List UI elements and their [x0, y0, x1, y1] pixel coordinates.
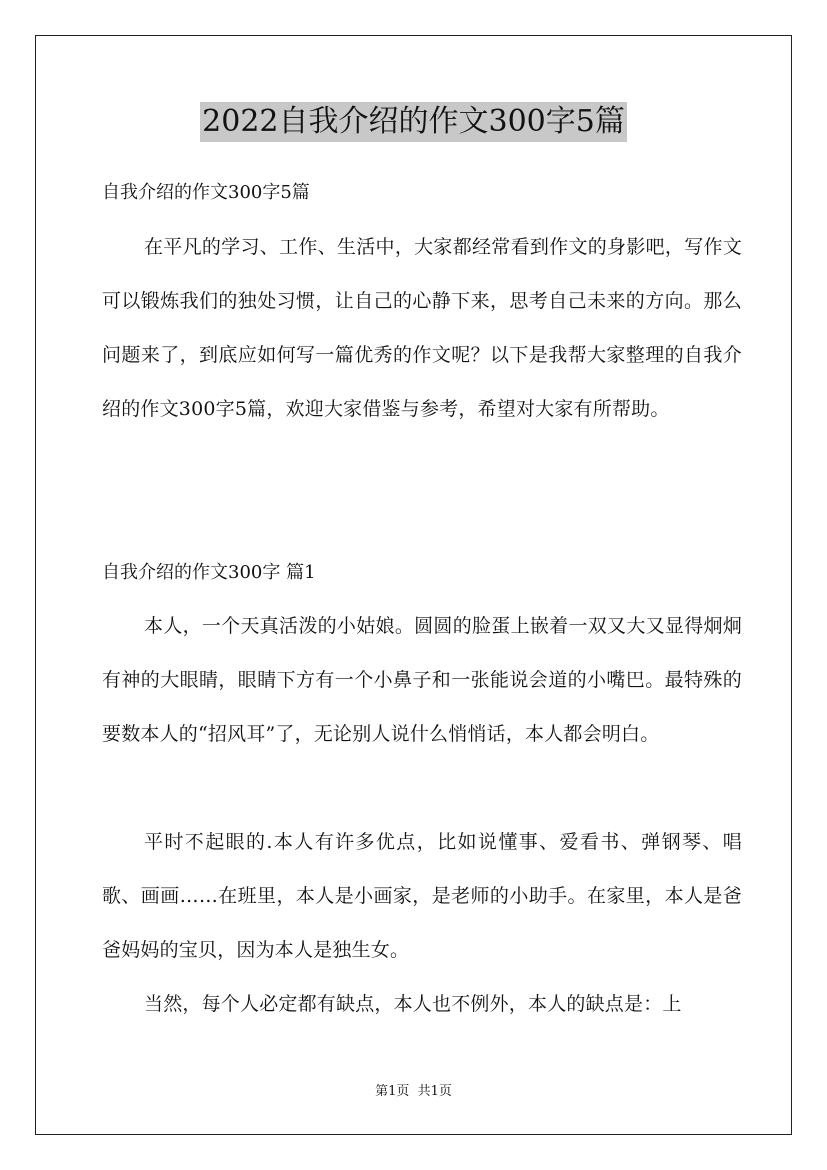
body-paragraph-3: 当然，每个人必定都有缺点，本人也不例外，本人的缺点是：上 — [144, 993, 682, 1015]
document-title: 2022自我介绍的作文300字5篇 — [200, 102, 627, 142]
title-container — [0, 102, 827, 142]
section-heading: 自我介绍的作文300字 篇1 — [102, 562, 316, 583]
body-paragraph-1: 本人，一个天真活泼的小姑娘。圆圆的脸蛋上嵌着一双又大又显得炯炯有神的大眼睛，眼睛下方有一个小鼻子和一张能说会道的小嘴巴。最特殊的要数本人的“招风耳”了，无论别人说什么悄悄话，本人都会明白。 — [102, 615, 742, 745]
body-paragraph-2: 平时不起眼的.本人有许多优点，比如说懂事、爱看书、弹钢琴、唱歌、画画……在班里，本人是小画家，是老师的小助手。在家里，本人是爸爸妈妈的宝贝，因为本人是独生女。 — [102, 831, 742, 961]
intro-paragraph: 在平凡的学习、工作、生活中，大家都经常看到作文的身影吧，写作文可以锻炼我们的独处习惯，让自己的心静下来，思考自己未来的方向。那么问题来了，到底应如何写一篇优秀的作文呢？以下是我帮大家整理的自我介绍的作文300字5篇，欢迎大家借鉴与参考，希望对大家有所帮助。 — [102, 236, 742, 420]
document-subtitle: 自我介绍的作文300字5篇 — [102, 182, 310, 203]
page-footer: 第1页 共1页 — [375, 1084, 452, 1099]
